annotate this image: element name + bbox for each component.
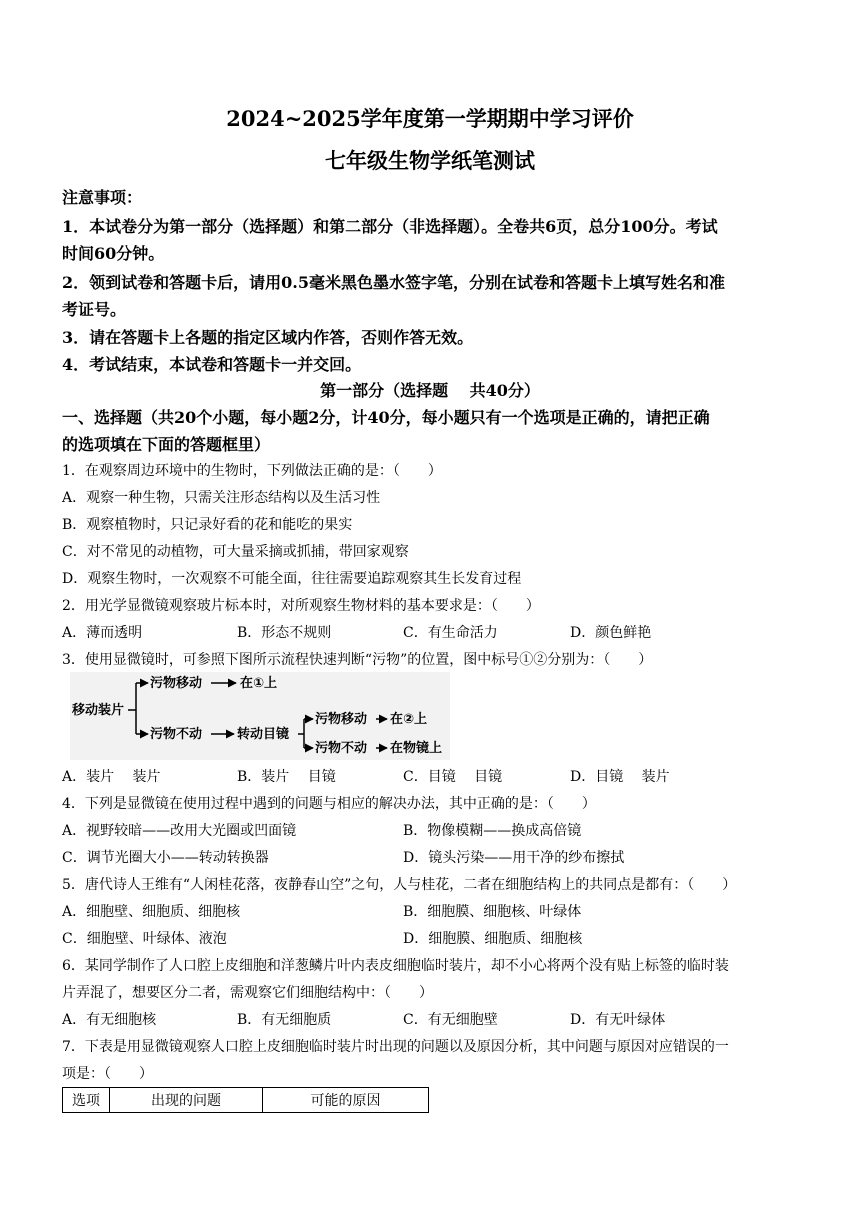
notice-line: 4．考试结束，本试卷和答题卡一并交回。 xyxy=(62,355,362,374)
table-header-cause: 可能的原因 xyxy=(263,1088,429,1113)
flow-move-slide: 移动装片 xyxy=(72,703,125,718)
option-c: C．对不常见的动植物，可大量采摘或抓捕，带回家观察 xyxy=(62,544,409,560)
question-stem: 2．用光学显微镜观察玻片标本时，对所观察生物材料的基本要求是：（ ） xyxy=(62,598,540,614)
option-c: C．有生命活力 xyxy=(403,625,498,641)
question-stem: 3．使用显微镜时，可参照下图所示流程快速判断“污物”的位置，图中标号①②分别为：（ ） xyxy=(62,652,653,668)
option-c: C．目镜 目镜 xyxy=(403,769,503,785)
flow-turn-eyepiece: 转动目镜 xyxy=(237,727,290,742)
option-a: A．视野较暗——改用大光圈或凹面镜 xyxy=(62,823,297,839)
notice-line: 3．请在答题卡上各题的指定区域内作答，否则作答无效。 xyxy=(62,328,474,347)
question-stem: 5．唐代诗人王维有“人闲桂花落，夜静春山空”之句，人与桂花，二者在细胞结构上的共同点是都有：（ ） xyxy=(62,877,737,893)
flow-result-1: 在①上 xyxy=(240,676,278,691)
flow-dirt-moves-2: 污物移动 xyxy=(315,712,368,727)
option-d: D．镜头污染——用干净的纱布擦拭 xyxy=(403,850,625,866)
option-d: D．观察生物时，一次观察不可能全面，往往需要追踪观察其生长发育过程 xyxy=(62,571,522,587)
option-c: C．有无细胞壁 xyxy=(403,1012,498,1028)
question-stem: 片弄混了，想要区分二者，需观察它们细胞结构中：（ ） xyxy=(62,985,433,1001)
notice-line: 2．领到试卷和答题卡后，请用0.5毫米黑色墨水签字笔，分别在试卷和答题卡上填写姓名和准 xyxy=(62,273,725,292)
exam-subtitle: 七年级生物学纸笔测试 xyxy=(325,148,535,173)
option-c: C．调节光圈大小——转动转换器 xyxy=(62,850,269,866)
option-b: B．装片 目镜 xyxy=(237,769,336,785)
flow-dirt-moves-1: 污物移动 xyxy=(150,676,203,691)
option-b: B．细胞膜、细胞核、叶绿体 xyxy=(403,904,582,920)
question-stem: 4．下列是显微镜在使用过程中遇到的问题与相应的解决办法，其中正确的是：（ ） xyxy=(62,796,596,812)
option-b: B．有无细胞质 xyxy=(237,1012,332,1028)
option-d: D．有无叶绿体 xyxy=(570,1012,666,1028)
option-d: D．目镜 装片 xyxy=(570,769,670,785)
question-stem: 1．在观察周边环境中的生物时，下列做法正确的是：（ ） xyxy=(62,463,442,479)
option-b: B．物像模糊——换成高倍镜 xyxy=(403,823,582,839)
dirt-location-flowchart xyxy=(70,672,450,760)
option-a: A．有无细胞核 xyxy=(62,1012,157,1028)
flow-result-2: 在②上 xyxy=(390,712,428,727)
table-row xyxy=(63,1088,429,1113)
part1-heading: 第一部分（选择题 共40分） xyxy=(320,381,540,400)
option-a: A．细胞壁、细胞质、细胞核 xyxy=(62,904,241,920)
table-header-option: 选项 xyxy=(63,1088,110,1113)
option-a: A．装片 装片 xyxy=(62,769,161,785)
option-d: D．细胞膜、细胞质、细胞核 xyxy=(403,931,583,947)
flow-dirt-still-1: 污物不动 xyxy=(150,727,203,742)
section-heading: 的选项填在下面的答题框里） xyxy=(62,435,271,454)
question-stem: 6．某同学制作了人口腔上皮细胞和洋葱鳞片叶内表皮细胞临时装片，却不小心将两个没有贴上标签的临时装 xyxy=(62,958,729,974)
flow-dirt-still-2: 污物不动 xyxy=(315,741,368,756)
exam-title: 2024~2025学年度第一学期期中学习评价 xyxy=(226,106,634,131)
q7-table xyxy=(62,1087,429,1113)
flow-result-3: 在物镜上 xyxy=(390,741,443,756)
section-heading: 一、选择题（共20个小题，每小题2分，计40分，每小题只有一个选项是正确的，请把正确 xyxy=(62,408,710,427)
notice-heading: 注意事项： xyxy=(62,188,143,207)
option-d: D．颜色鲜艳 xyxy=(570,625,652,641)
notice-line: 1．本试卷分为第一部分（选择题）和第二部分（非选择题）。全卷共6页，总分100分。考试 xyxy=(62,217,718,236)
option-b: B．形态不规则 xyxy=(237,625,332,641)
option-a: A．薄而透明 xyxy=(62,625,143,641)
option-a: A．观察一种生物，只需关注形态结构以及生活习性 xyxy=(62,490,381,506)
notice-line: 考证号。 xyxy=(62,300,127,319)
question-stem: 7．下表是用显微镜观察人口腔上皮细胞临时装片时出现的问题以及原因分析，其中问题与原因对应错误的一 xyxy=(62,1039,729,1055)
option-b: B．观察植物时，只记录好看的花和能吃的果实 xyxy=(62,517,353,533)
question-stem: 项是：（ ） xyxy=(62,1066,153,1082)
notice-line: 时间60分钟。 xyxy=(62,244,165,263)
option-c: C．细胞壁、叶绿体、液泡 xyxy=(62,931,227,947)
table-header-problem: 出现的问题 xyxy=(110,1088,263,1113)
